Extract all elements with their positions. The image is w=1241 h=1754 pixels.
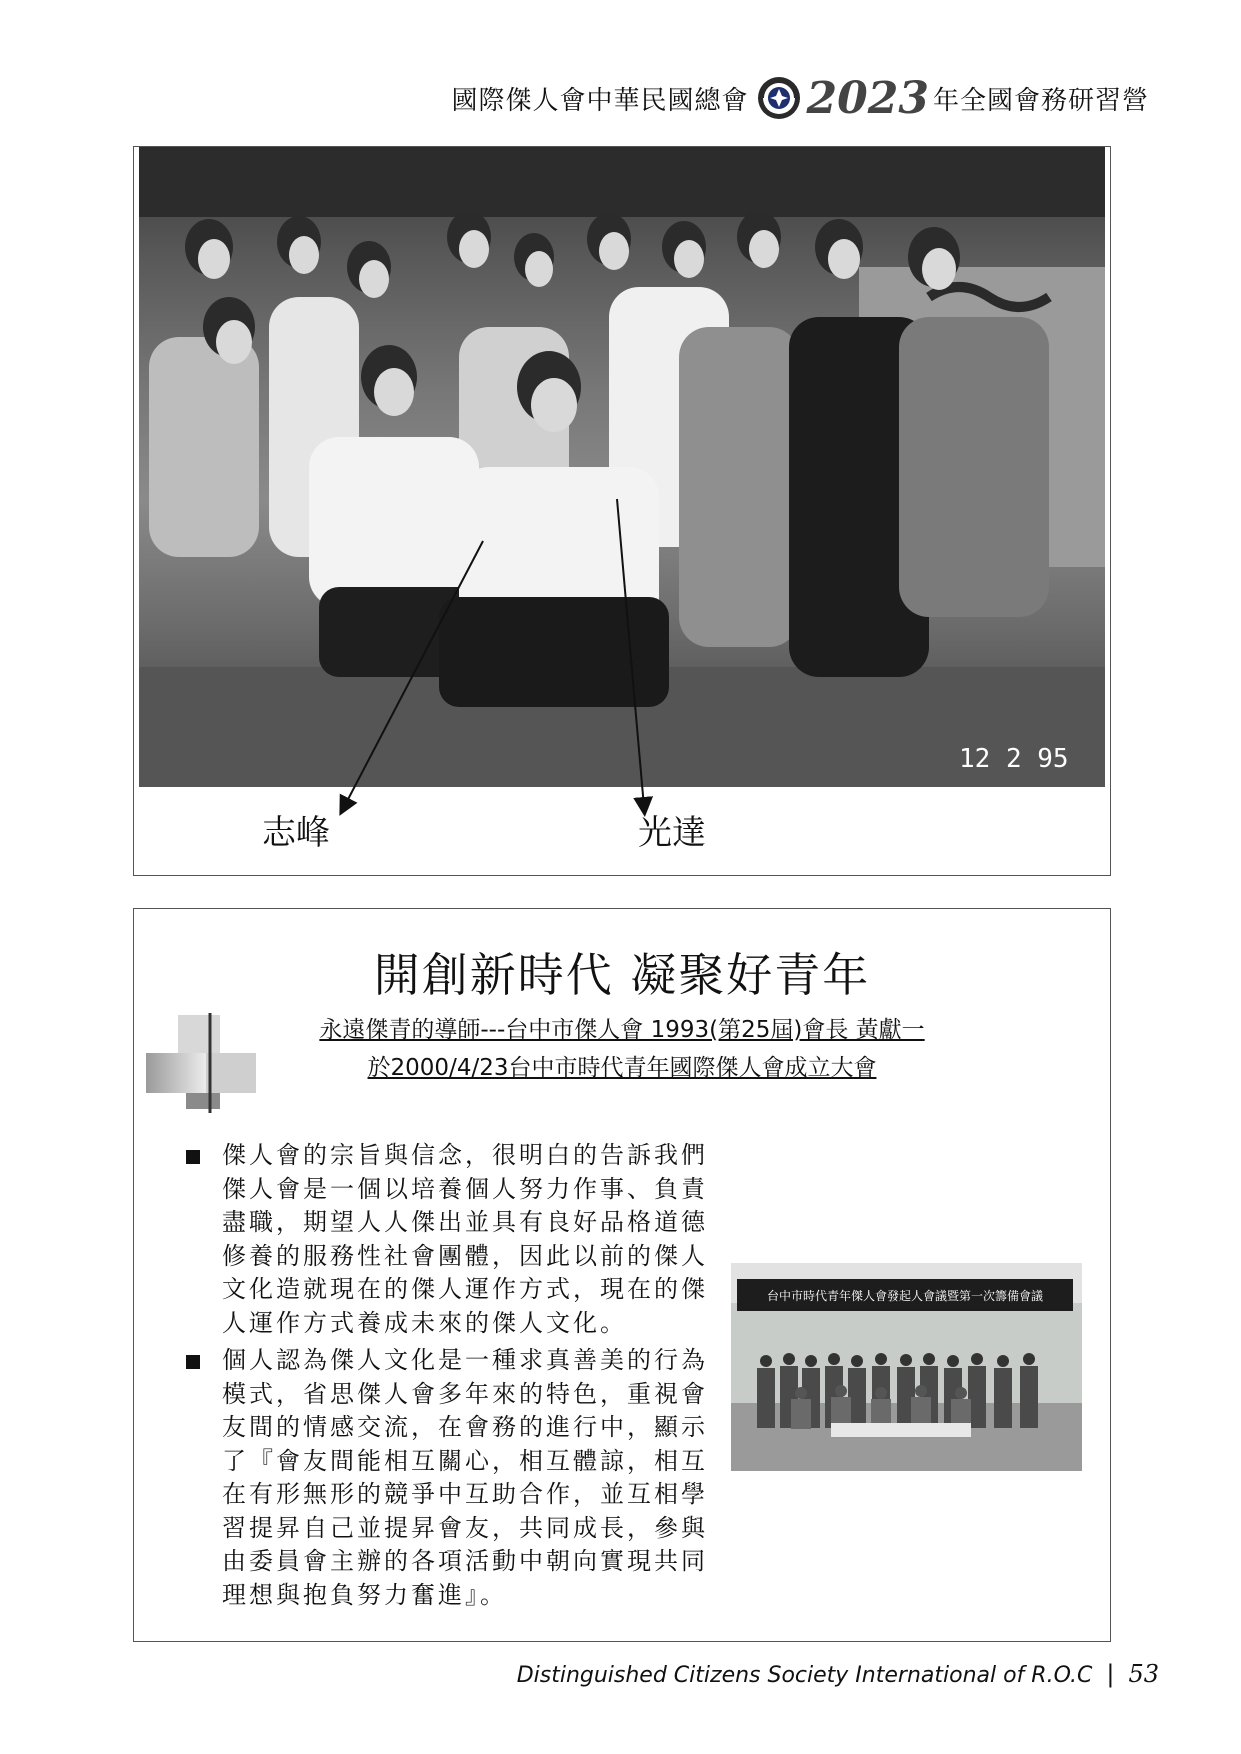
- slide-title: 開創新時代 凝聚好青年: [373, 948, 871, 1002]
- group-photo: [139, 147, 1105, 787]
- list-item: [186, 1139, 726, 1340]
- meeting-photo: [731, 1263, 1082, 1471]
- header-org: 國際傑人會中華民國總會: [451, 85, 749, 116]
- group-photo-frame: [133, 146, 1111, 876]
- square-bullet-icon: [186, 1150, 200, 1164]
- dcsi-logo-icon: [757, 76, 801, 120]
- bullet-text: 個人認為傑人文化是一種求真善美的行為模式，省思傑人會多年來的特色，重視會友間的情感交流，在會務的進行中，顯示了『會友間能相互關心，相互體諒，相互在有形無形的競爭中互助合作，並互相學習提昇自己並提昇會友，共同成長，參與由委員會主辦的各項活動中朝向實現共同理想與抱負努力奮進』。: [222, 1346, 708, 1609]
- slide-subtitle-mentor: 永遠傑青的導師---台中市傑人會 1993(第25屆)會長 黃獻一: [319, 1017, 925, 1043]
- header-year: 2023: [806, 72, 929, 124]
- bullet-list: [186, 1139, 726, 1616]
- page-header: [452, 68, 1150, 128]
- label-guangda: 光達: [638, 813, 706, 853]
- slide-frame: [133, 908, 1111, 1642]
- bullet-text: 傑人會的宗旨與信念，很明白的告訴我們傑人會是一個以培養個人努力作事、負責盡職，期望人人傑出並具有良好品格道德修養的服務性社會團體，因此以前的傑人文化造就現在的傑人運作方式，現在的傑人運作方式養成未來的傑人文化。: [222, 1141, 708, 1337]
- photo-date-stamp: 12 2 95: [959, 744, 1069, 774]
- header-event: 年全國會務研習營: [932, 85, 1149, 116]
- label-zhifeng: 志峰: [262, 813, 330, 853]
- page-footer: [517, 1660, 1159, 1688]
- slide-subtitle-event: 於2000/4/23台中市時代青年國際傑人會成立大會: [367, 1055, 877, 1081]
- page-number: 53: [1128, 1660, 1159, 1688]
- banner-text: 台中市時代青年傑人會發起人會議暨第一次籌備會議: [766, 1289, 1044, 1303]
- footer-separator: |: [1106, 1660, 1115, 1688]
- list-item: [186, 1344, 726, 1612]
- square-bullet-icon: [186, 1355, 200, 1369]
- footer-org: Distinguished Citizens Society International of R.O.C: [516, 1663, 1093, 1688]
